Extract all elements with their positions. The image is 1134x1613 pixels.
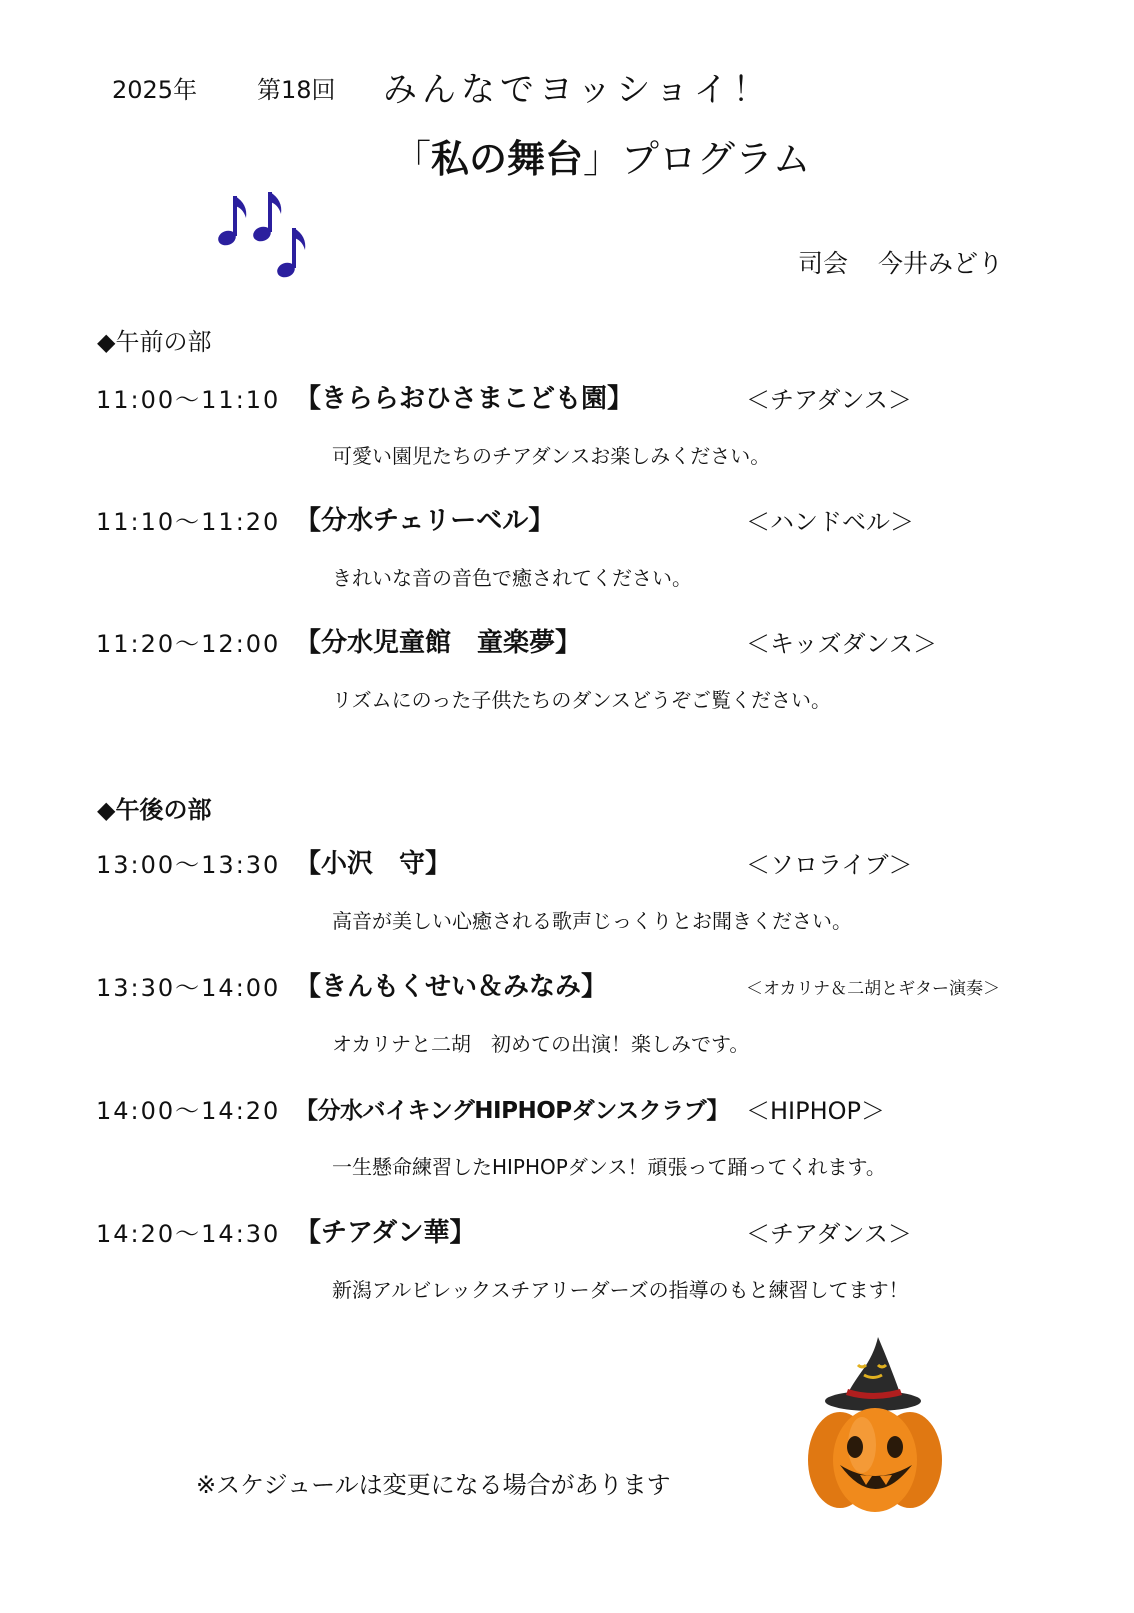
- performer-name: 【分水バイキングHIPHOPダンスクラブ】: [295, 1098, 729, 1124]
- performance-description: リズムにのった子供たちのダンスどうぞご覧ください。: [332, 688, 831, 712]
- performer-name: 【小沢 守】: [295, 849, 452, 879]
- program-time: 14:20～14:30: [96, 1220, 281, 1248]
- program-time: 14:00～14:20: [96, 1097, 281, 1125]
- program-item: [96, 843, 1096, 933]
- performer-name: 【分水チェリーベル】: [295, 506, 555, 536]
- performance-genre: ＜チアダンス＞: [746, 386, 912, 414]
- performance-genre: ＜ソロライブ＞: [746, 851, 913, 879]
- program-item: [96, 500, 1096, 590]
- mc-label: 司会: [798, 249, 849, 278]
- edition: 第18回: [257, 76, 336, 104]
- performance-genre: ＜チアダンス＞: [746, 1220, 912, 1248]
- performer-name: 【チアダン華】: [295, 1218, 476, 1248]
- program-item: [96, 378, 1096, 468]
- music-notes-icon: [218, 190, 314, 282]
- program-time: 13:30～14:00: [96, 974, 281, 1002]
- program-time: 11:00～11:10: [96, 386, 281, 414]
- performer-name: 【分水児童館 童楽夢】: [295, 628, 582, 658]
- schedule-change-notice: ※スケジュールは変更になる場合があります: [196, 1471, 671, 1499]
- mc-name: 今井みどり: [878, 249, 1004, 278]
- program-time: 11:10～11:20: [96, 508, 281, 536]
- performance-description: 一生懸命練習したHIPHOPダンス！頑張って踊ってくれます。: [332, 1155, 886, 1179]
- performance-description: きれいな音の音色で癒されてください。: [332, 566, 692, 590]
- performance-genre: ＜オカリナ＆二胡とギター演奏＞: [746, 979, 1000, 999]
- mc-credit: [798, 244, 1003, 280]
- event-title: みんなでヨッショイ！: [383, 70, 772, 110]
- jack-o-lantern-witch-hat-icon: [800, 1335, 950, 1515]
- performance-description: 可愛い園児たちのチアダンスお楽しみください。: [332, 444, 771, 468]
- program-item: [96, 622, 1096, 712]
- performance-genre: ＜HIPHOP＞: [746, 1097, 886, 1125]
- performance-genre: ＜キッズダンス＞: [746, 630, 938, 658]
- year: 2025年: [112, 76, 198, 104]
- program-title-open: 「: [393, 137, 432, 181]
- program-title-close: 」: [583, 137, 622, 181]
- performer-name: 【きららおひさまこども園】: [295, 384, 634, 414]
- section-heading-morning: ◆午前の部: [97, 328, 212, 356]
- performance-description: 高音が美しい心癒される歌声じっくりとお聞きください。: [332, 909, 852, 933]
- performance-genre: ＜ハンドベル＞: [746, 508, 914, 536]
- performance-description: 新潟アルビレックスチアリーダーズの指導のもと練習してます！: [332, 1278, 909, 1302]
- program-time: 13:00～13:30: [96, 851, 281, 879]
- program-item: [96, 966, 1096, 1056]
- section-heading-afternoon: ◆午後の部: [97, 796, 212, 824]
- program-item: [96, 1089, 1096, 1179]
- program-title: [393, 128, 811, 183]
- program-time: 11:20～12:00: [96, 630, 281, 658]
- program-item: [96, 1212, 1096, 1302]
- performer-name: 【きんもくせい＆みなみ】: [295, 972, 608, 1002]
- program-title-main: 私の舞台: [431, 137, 584, 181]
- program-title-suffix: プログラム: [621, 137, 811, 181]
- performance-description: オカリナと二胡 初めての出演！楽しみです。: [332, 1032, 750, 1056]
